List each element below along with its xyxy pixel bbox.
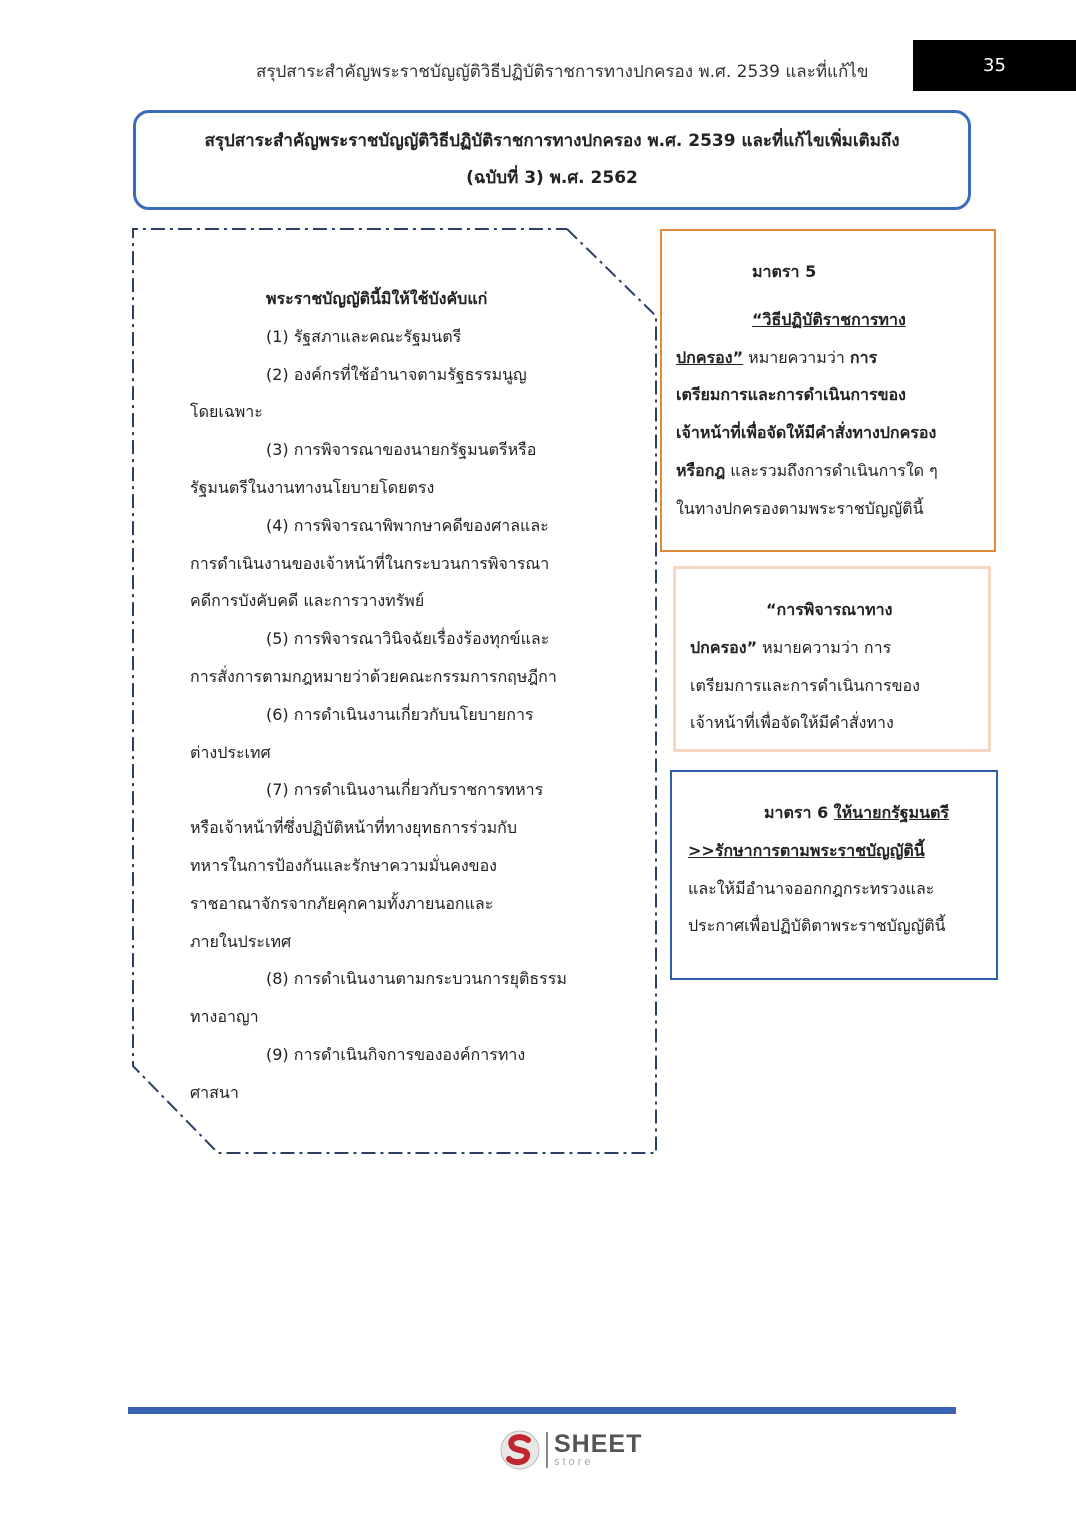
list-item: (2) องค์กรที่ใช้อำนาจตามรัฐธรรมนูญ	[266, 364, 527, 384]
list-item: ศาสนา	[190, 1082, 239, 1102]
section-5-meaning: หมายความว่า	[743, 347, 850, 367]
title-line-2: (ฉบับที่ 3) พ.ศ. 2562	[466, 168, 638, 188]
section-5-line-1	[676, 301, 980, 339]
definition-box	[673, 566, 991, 752]
list-item: (5) การพิจารณาวินิจฉัยเรื่องร้องทุกข์และ	[266, 629, 550, 649]
logo-store-text: store	[554, 1456, 594, 1468]
list-item: โดยเฉพาะ	[190, 402, 263, 422]
section-6-box	[670, 770, 998, 980]
running-header: สรุปสาระสำคัญพระราชบัญญัติวิธีปฏิบัติราชการทางปกครอง พ.ศ. 2539 และที่แก้ไข	[256, 62, 869, 82]
section-6-heading: มาตรา 6	[764, 803, 834, 822]
section-6-line-3: และให้มีอำนาจออกกฎกระทรวงและ	[688, 878, 935, 898]
list-item: การสั่งการตามกฎหมายว่าด้วยคณะกรรมการกฤษฎีกา	[190, 666, 557, 686]
sheet-store-logo-icon	[498, 1428, 542, 1472]
section-5-term-part-2: ปกครอง”	[676, 347, 744, 367]
title-line-1: สรุปสาระสำคัญพระราชบัญญัติวิธีปฏิบัติราชการทางปกครอง พ.ศ. 2539 และที่แก้ไขเพิ่มเติมถึง	[204, 131, 900, 151]
section-6-line-1	[688, 794, 982, 832]
list-item: คดีการบังคับคดี และการวางทรัพย์	[190, 591, 425, 611]
exclusions-heading: พระราชบัญญัตินี้มิให้ใช้บังคับแก่	[266, 289, 488, 308]
list-item: ภายในประเทศ	[190, 931, 292, 951]
exclusions-list	[190, 280, 610, 1112]
list-item: (1) รัฐสภาและคณะรัฐมนตรี	[266, 326, 462, 346]
list-item: (3) การพิจารณาของนายกรัฐมนตรีหรือ	[266, 440, 537, 460]
logo-wordmark	[554, 1432, 642, 1468]
logo-divider	[546, 1432, 548, 1468]
section-5-box	[660, 229, 996, 552]
definition-line-4: เจ้าหน้าที่เพื่อจัดให้มีคำสั่งทาง	[690, 713, 894, 733]
list-item: (8) การดำเนินงานตามกระบวนการยุติธรรม	[266, 969, 567, 989]
definition-term-part-2: ปกครอง”	[690, 637, 758, 657]
list-item: (4) การพิจารณาพิพากษาคดีของศาลและ	[266, 515, 549, 535]
list-item: การดำเนินงานของเจ้าหน้าที่ในกระบวนการพิจารณา	[190, 553, 550, 573]
list-item: ทหารในการป้องกันและรักษาความมั่นคงของ	[190, 855, 497, 875]
list-item: รัฐมนตรีในงานทางนโยบายโดยตรง	[190, 477, 435, 497]
section-6-heading-underlined: ให้นายกรัฐมนตรี	[833, 803, 950, 822]
list-item: ต่างประเทศ	[190, 742, 271, 762]
list-item: หรือเจ้าหน้าที่ซึ่งปฏิบัติหน้าที่ทางยุทธการร่วมกับ	[190, 818, 517, 838]
list-item: (7) การดำเนินงานเกี่ยวกับราชการทหาร	[266, 780, 544, 800]
definition-line-2	[690, 629, 974, 667]
section-5-line-2	[676, 339, 980, 377]
section-5-bold-1: การ	[849, 347, 878, 367]
list-item: ราชอาณาจักรจากภัยคุกคามทั้งภายนอกและ	[190, 893, 494, 913]
sheet-store-logo	[498, 1428, 642, 1472]
section-6-line-4: ประกาศเพื่อปฏิบัติตาพระราชบัญญัตินี้	[688, 916, 946, 936]
section-5-line-5	[676, 452, 980, 490]
logo-sheet-text: SHEET	[554, 1430, 643, 1458]
list-item: ทางอาญา	[190, 1007, 259, 1027]
section-5-line-3: เตรียมการและการดำเนินการของ	[676, 385, 906, 405]
title-box	[133, 110, 971, 210]
section-6-line-2: >>รักษาการตามพระราชบัญญัตินี้	[688, 840, 925, 860]
definition-term-part-1: “การพิจารณาทาง	[766, 600, 893, 619]
section-5-term-part-1: “วิธีปฏิบัติราชการทาง	[752, 309, 906, 329]
definition-rest-2: หมายความว่า การ	[757, 637, 892, 657]
definition-line-3: เตรียมการและการดำเนินการของ	[690, 675, 920, 695]
section-5-line-4: เจ้าหน้าที่เพื่อจัดให้มีคำสั่งทางปกครอง	[676, 423, 937, 443]
list-item: (9) การดำเนินกิจการขององค์การทาง	[266, 1044, 526, 1064]
page-number: 35	[983, 55, 1006, 76]
footer-bar	[128, 1407, 956, 1414]
page-number-box	[913, 40, 1076, 91]
section-5-heading: มาตรา 5	[752, 262, 817, 281]
section-5-rest-4: และรวมถึงการดำเนินการใด ๆ	[725, 460, 938, 480]
list-item: (6) การดำเนินงานเกี่ยวกับนโยบายการ	[266, 704, 534, 724]
section-5-line-6: ในทางปกครองตามพระราชบัญญัตินี้	[676, 498, 924, 518]
section-5-bold-4: หรือกฎ	[676, 460, 726, 480]
